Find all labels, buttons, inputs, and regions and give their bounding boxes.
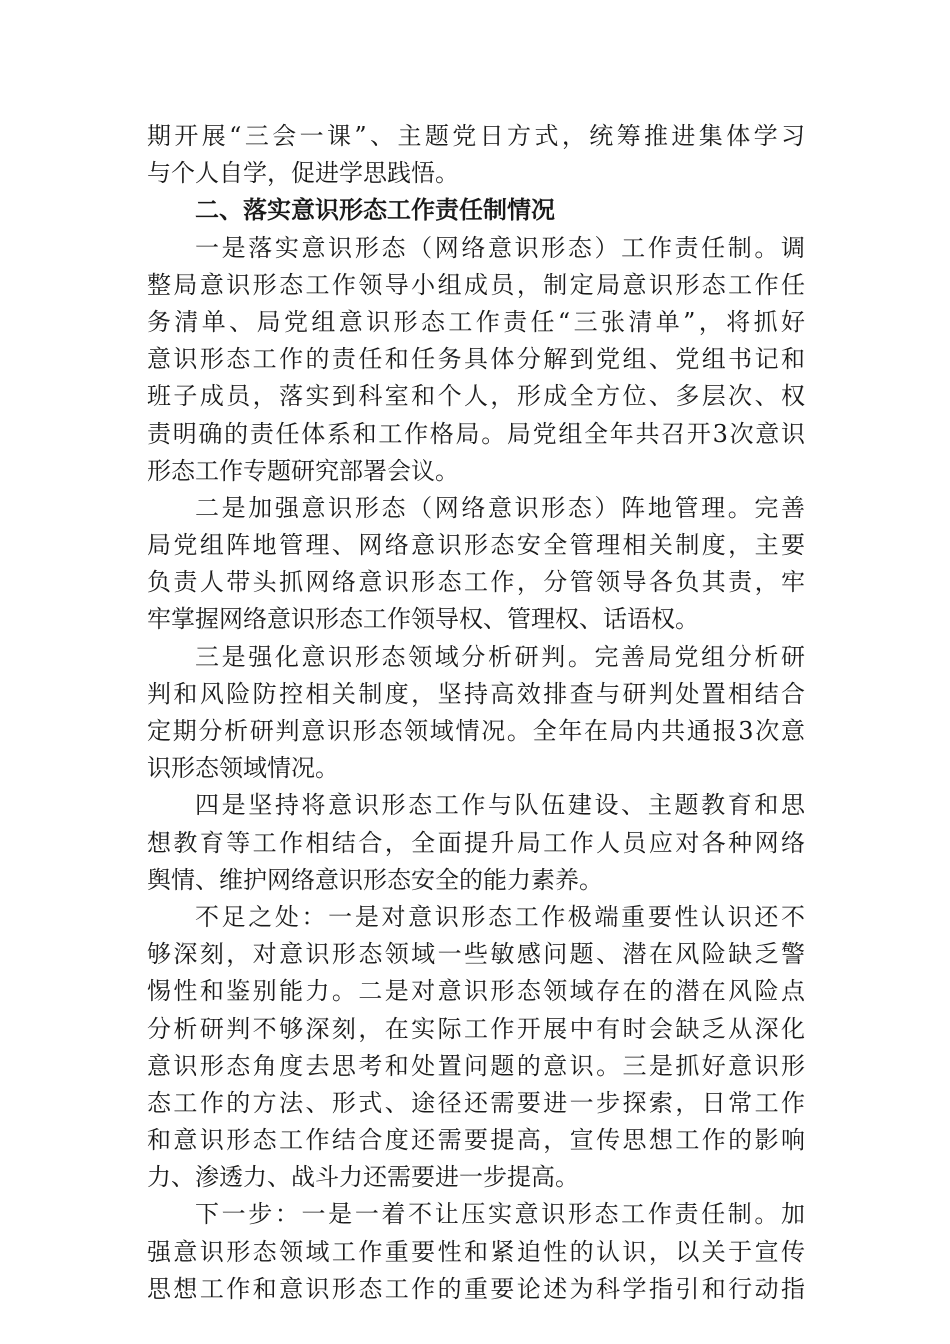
- paragraph-line: 态工作的方法、形式、途径还需要进一步探索，日常工作: [147, 1088, 805, 1117]
- document-page: [147, 118, 805, 1308]
- paragraph-line: 负责人带头抓网络意识形态工作，分管领导各负其责，牢: [147, 568, 805, 597]
- paragraph-line: 牢掌握网络意识形态工作领导权、管理权、话语权。: [147, 605, 699, 634]
- paragraph-line: 班子成员，落实到科室和个人，形成全方位、多层次、权: [147, 382, 805, 411]
- paragraph-line: 思想工作和意识形态工作的重要论述为科学指引和行动指: [147, 1274, 805, 1303]
- paragraph-line: 想教育等工作相结合，全面提升局工作人员应对各种网络: [147, 828, 805, 857]
- paragraph-line: 务清单、局党组意识形态工作责任“三张清单”，将抓好: [147, 307, 805, 336]
- section-heading: 二、落实意识形态工作责任制情况: [195, 196, 555, 225]
- paragraph-line: 责明确的责任体系和工作格局。局党组全年共召开3次意识: [147, 419, 805, 448]
- paragraph-line: 意识形态角度去思考和处置问题的意识。三是抓好意识形: [147, 1051, 805, 1080]
- paragraph-line: 形态工作专题研究部署会议。: [147, 456, 459, 485]
- paragraph-line: 够深刻，对意识形态领域一些敏感问题、潜在风险缺乏警: [147, 940, 805, 969]
- paragraph-line: 定期分析研判意识形态领域情况。全年在局内共通报3次意: [147, 717, 805, 745]
- paragraph-line: 与个人自学，促进学思践悟。: [147, 159, 459, 188]
- paragraph-line: 识形态领域情况。: [147, 754, 339, 783]
- paragraph-line: 分析研判不够深刻，在实际工作开展中有时会缺乏从深化: [147, 1014, 805, 1043]
- paragraph-line: 一是落实意识形态（网络意识形态）工作责任制。调: [195, 233, 805, 262]
- paragraph-line: 意识形态工作的责任和任务具体分解到党组、党组书记和: [147, 345, 805, 374]
- paragraph-line: 下一步：一是一着不让压实意识形态工作责任制。加: [195, 1200, 805, 1229]
- paragraph-line: 强意识形态领域工作重要性和紧迫性的认识，以关于宣传: [147, 1237, 805, 1266]
- paragraph-line: 三是强化意识形态领域分析研判。完善局党组分析研: [195, 642, 805, 671]
- paragraph-line: 舆情、维护网络意识形态安全的能力素养。: [147, 865, 603, 894]
- paragraph-line: 期开展“三会一课”、主题党日方式，统筹推进集体学习: [147, 122, 805, 150]
- paragraph-line: 二是加强意识形态（网络意识形态）阵地管理。完善: [195, 493, 805, 522]
- paragraph-line: 局党组阵地管理、网络意识形态安全管理相关制度，主要: [147, 531, 805, 560]
- paragraph-line: 和意识形态工作结合度还需要提高，宣传思想工作的影响: [147, 1126, 805, 1155]
- paragraph-line: 判和风险防控相关制度，坚持高效排查与研判处置相结合: [147, 679, 805, 708]
- paragraph-line: 整局意识形态工作领导小组成员，制定局意识形态工作任: [147, 270, 805, 299]
- paragraph-line: 惕性和鉴别能力。二是对意识形态领域存在的潜在风险点: [147, 977, 805, 1006]
- paragraph-line: 力、渗透力、战斗力还需要进一步提高。: [147, 1163, 579, 1192]
- paragraph-line: 不足之处：一是对意识形态工作极端重要性认识还不: [195, 902, 805, 931]
- paragraph-line: 四是坚持将意识形态工作与队伍建设、主题教育和思: [195, 791, 805, 820]
